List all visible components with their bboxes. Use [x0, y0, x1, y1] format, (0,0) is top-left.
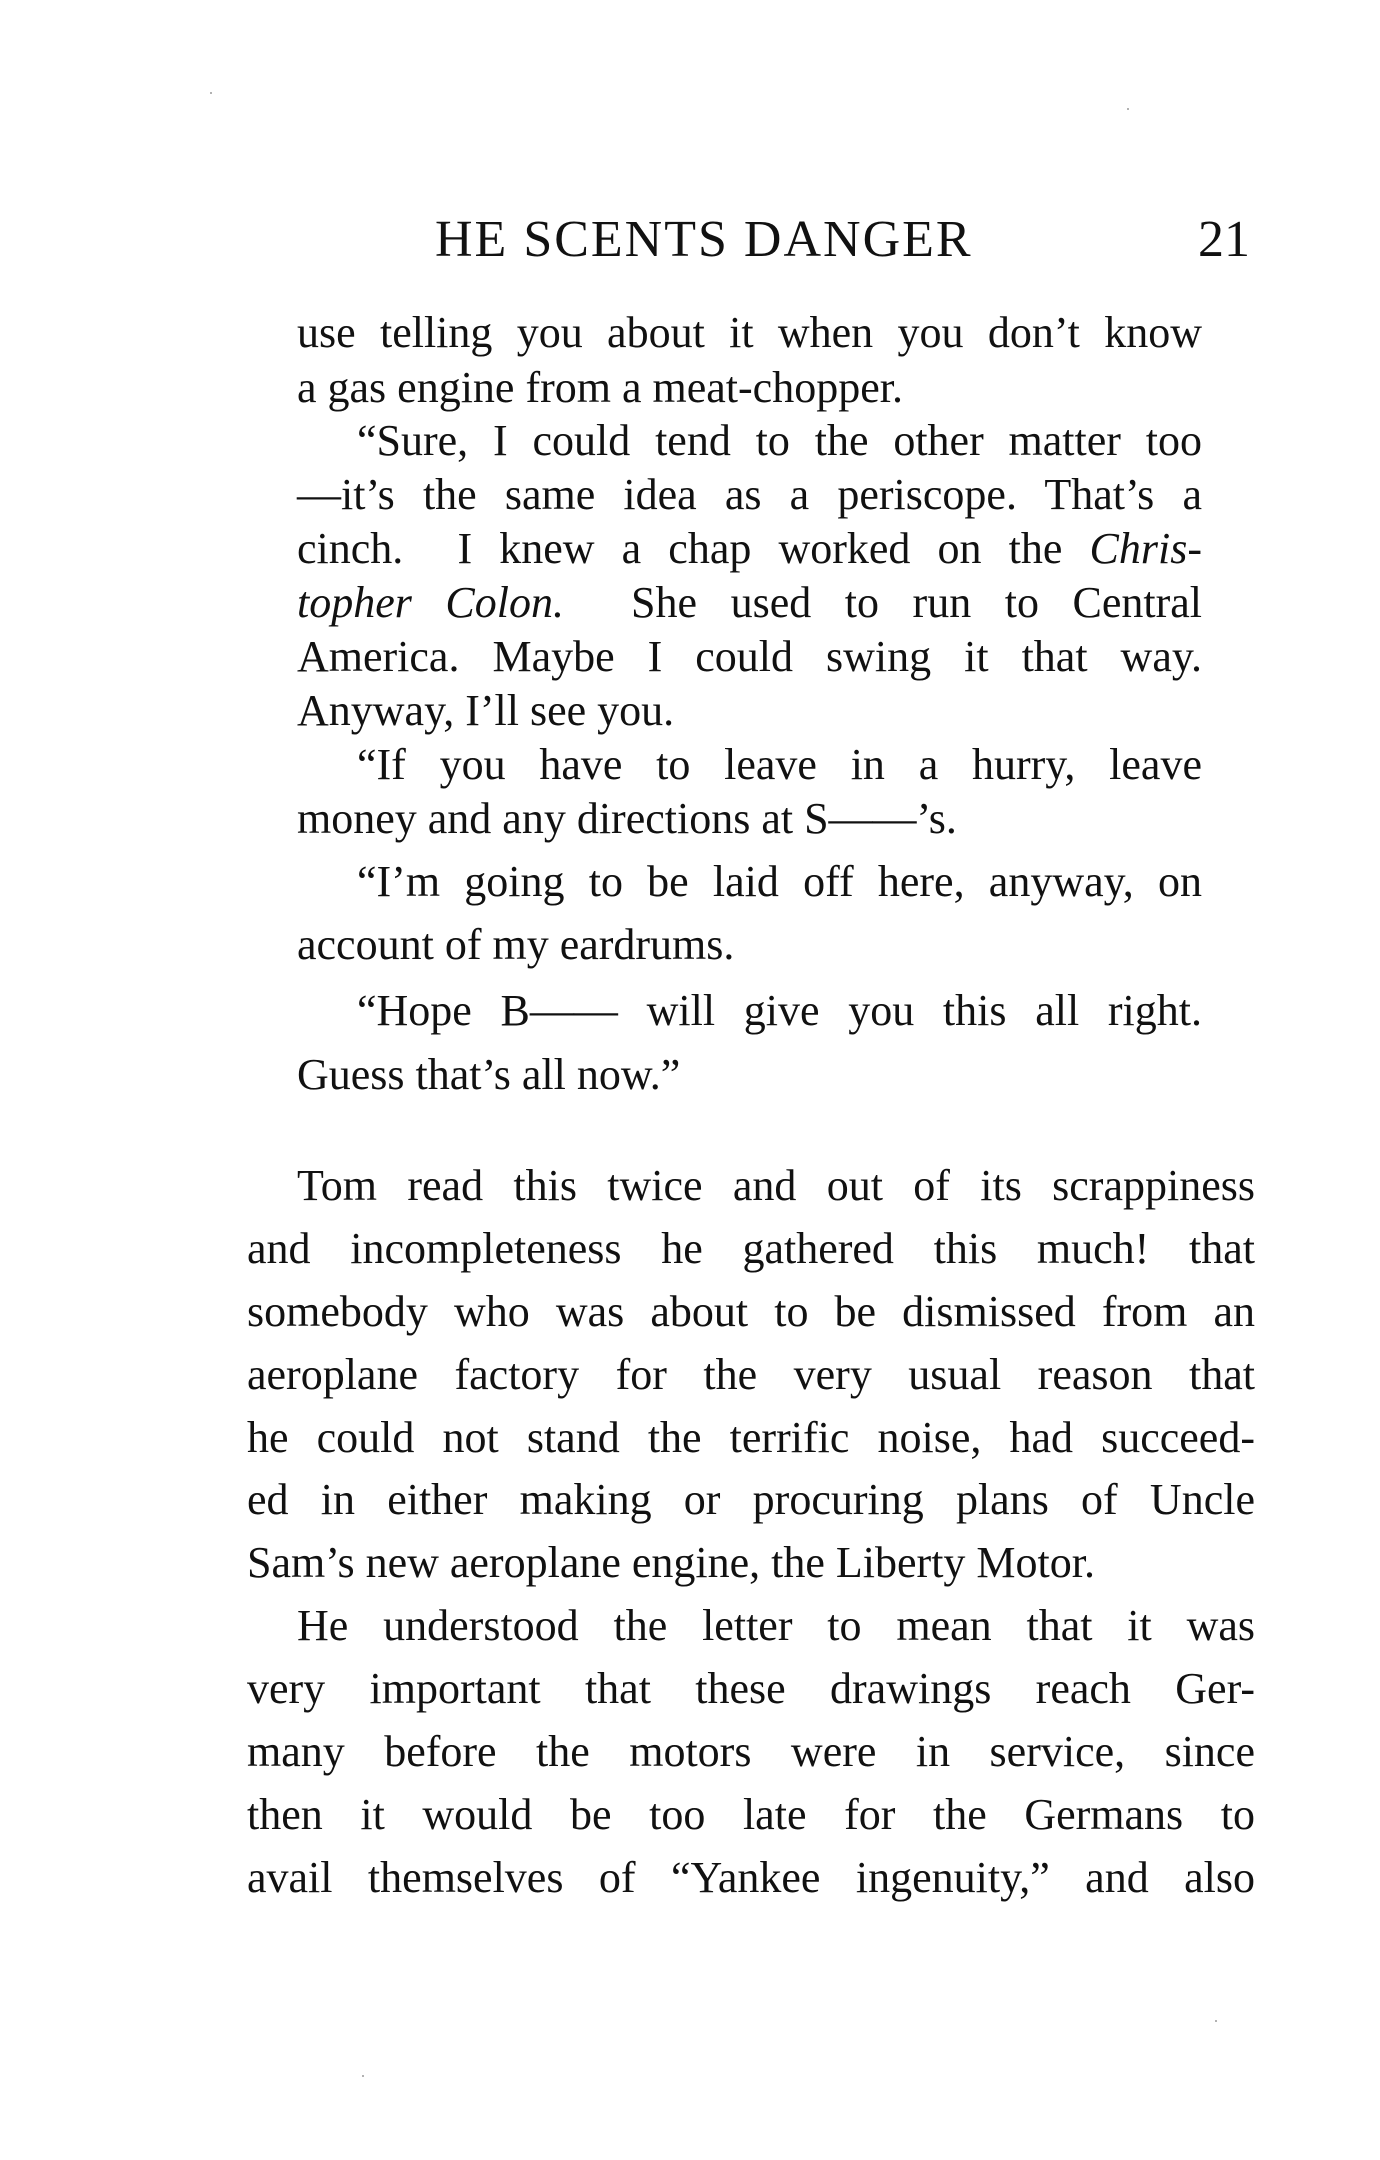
body-line: ed in either making or procuring plans of Uncle [247, 1475, 1255, 1524]
letter-line: “Hope B—— will give you this all right. [357, 986, 1202, 1035]
paper-speck [210, 92, 212, 94]
body-line: he could not stand the terrific noise, had succeed- [247, 1413, 1255, 1462]
body-line: aeroplane factory for the very usual reason that [247, 1350, 1255, 1399]
body-line: He understood the letter to mean that it was [297, 1601, 1255, 1650]
body-line: avail themselves of “Yankee ingenuity,” and also [247, 1853, 1255, 1902]
italic-ship-name: topher Colon. [297, 578, 564, 627]
body-line: many before the motors were in service, since [247, 1727, 1255, 1776]
body-line: Sam’s new aeroplane engine, the Liberty Motor. [247, 1538, 1095, 1587]
letter-line: “If you have to leave in a hurry, leave [357, 740, 1202, 789]
italic-ship-name-part: Chris- [1089, 524, 1202, 573]
body-line: very important that these drawings reach Ger- [247, 1664, 1255, 1713]
letter-line: a gas engine from a meat-chopper. [297, 363, 903, 412]
body-line: somebody who was about to be dismissed from an [247, 1287, 1255, 1336]
letter-line: “Sure, I could tend to the other matter too [357, 416, 1202, 465]
body-line: Tom read this twice and out of its scrappiness [297, 1161, 1255, 1210]
paper-speck [1215, 2020, 1217, 2022]
body-line: and incompleteness he gathered this much! that [247, 1224, 1255, 1273]
paper-speck [362, 2075, 364, 2077]
letter-line: Anyway, I’ll see you. [297, 686, 675, 735]
page-number: 21 [1198, 211, 1250, 268]
letter-line: use telling you about it when you don’t know [297, 308, 1202, 357]
letter-line: money and any directions at S——’s. [297, 794, 957, 843]
letter-line: cinch. I knew a chap worked on the Chris- [297, 524, 1202, 573]
letter-line: America. Maybe I could swing it that way. [297, 632, 1202, 681]
running-header [435, 205, 1250, 275]
letter-line: topher Colon. She used to run to Central [297, 578, 1202, 627]
paper-speck [1127, 108, 1129, 110]
body-line: then it would be too late for the Germans to [247, 1790, 1255, 1839]
running-title: HE SCENTS DANGER [435, 211, 973, 268]
letter-line: —it’s the same idea as a periscope. That’s a [297, 470, 1202, 519]
letter-line: Guess that’s all now.” [297, 1050, 681, 1099]
letter-line: “I’m going to be laid off here, anyway, on [357, 857, 1202, 906]
letter-line: account of my eardrums. [297, 920, 735, 969]
